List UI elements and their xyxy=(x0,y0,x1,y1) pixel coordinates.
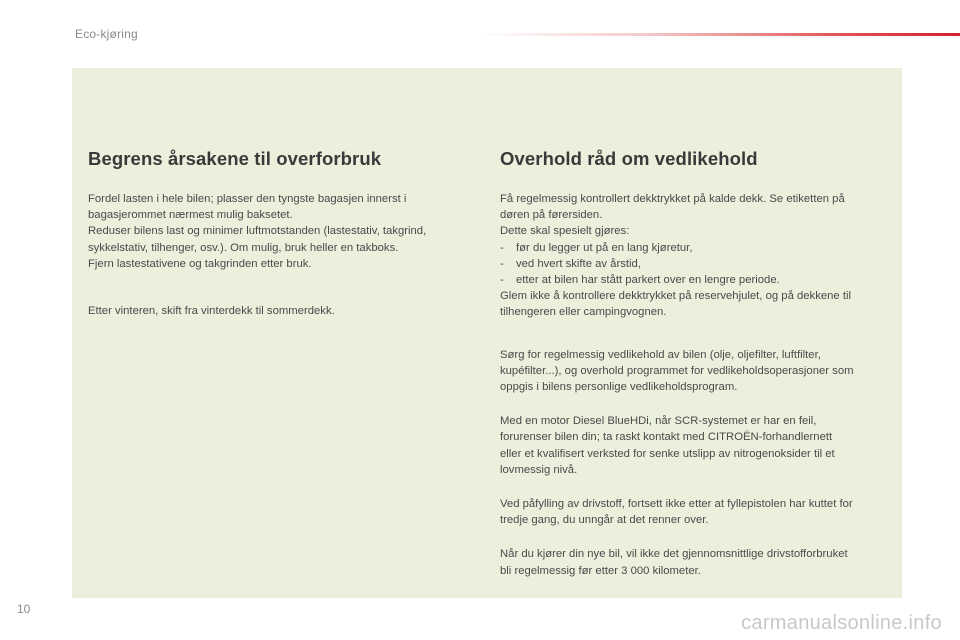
text-line: oppgis i bilens personlige vedlikeholdsprogram. xyxy=(500,381,738,394)
service-paragraph xyxy=(500,347,892,396)
tyre-change-paragraph: Etter vinteren, skift fra vinterdekk til sommerdekk. xyxy=(88,305,335,318)
text-line: Ved påfylling av drivstoff, fortsett ikke etter at fyllepistolen har kuttet for xyxy=(500,498,853,511)
content-panel xyxy=(72,68,902,598)
list-marker: - xyxy=(500,257,504,270)
text-line: lovmessig nivå. xyxy=(500,463,578,476)
watermark-text: carmanualsonline.info xyxy=(741,612,942,634)
new-car-paragraph xyxy=(500,546,892,578)
text-line: Med en motor Diesel BlueHDi, når SCR-systemet er har en feil, xyxy=(500,415,817,428)
text-line: Reduser bilens last og minimer luftmotstanden (lastestativ, takgrind, xyxy=(88,225,427,238)
text-line: forurenser bilen din; ta raskt kontakt med CITROËN-forhandlernett xyxy=(500,431,833,444)
text-line: Dette skal spesielt gjøres: xyxy=(500,225,630,238)
list-item: - før du legger ut på en lang kjøretur, xyxy=(500,242,692,254)
text-line: Glem ikke å kontrollere dekktrykket på reservehjulet, og på dekkene til xyxy=(500,290,852,303)
text-line: døren på førersiden. xyxy=(500,209,603,222)
load-paragraph xyxy=(88,191,468,272)
text-line: bli regelmessig før etter 3 000 kilometer. xyxy=(500,564,701,577)
left-column xyxy=(88,148,468,319)
refuel-paragraph xyxy=(500,496,892,528)
text-line: sykkelstativ, tilhenger, osv.). Om mulig, bruk heller en takboks. xyxy=(88,241,399,254)
text-line: Sørg for regelmessig vedlikehold av bilen (olje, oljefilter, luftfilter, xyxy=(500,348,821,361)
tyre-pressure-paragraph xyxy=(500,191,892,321)
diesel-paragraph xyxy=(500,413,892,478)
section-title: Eco-kjøring xyxy=(75,27,138,41)
list-item: - ved hvert skifte av årstid, xyxy=(500,258,641,270)
right-heading: Overhold råd om vedlikehold xyxy=(500,148,758,169)
text-line: Fjern lastestativene og takgrinden etter bruk. xyxy=(88,257,312,270)
header-accent-bar xyxy=(480,33,960,36)
right-column xyxy=(500,148,892,579)
list-item: - etter at bilen har stått parkert over en lengre periode. xyxy=(500,274,780,286)
text-line: tilhengeren eller campingvognen. xyxy=(500,306,667,319)
text-line: bagasjerommet nærmest mulig baksetet. xyxy=(88,209,293,222)
page-number: 10 xyxy=(17,602,31,616)
text-line: Fordel lasten i hele bilen; plasser den tyngste bagasjen innerst i xyxy=(88,193,407,205)
list-marker: - xyxy=(500,274,504,287)
text-line: Få regelmessig kontrollert dekktrykket på kalde dekk. Se etiketten på xyxy=(500,193,845,205)
text-line: eller et kvalifisert verksted for senke utslipp av nitrogenoksider til et xyxy=(500,447,835,460)
list-marker: - xyxy=(500,241,504,254)
text-line: Når du kjører din nye bil, vil ikke det gjennomsnittlige drivstofforbruket xyxy=(500,548,848,561)
text-line: kupéfilter...), og overhold programmet for vedlikeholdsoperasjoner som xyxy=(500,364,854,377)
left-heading: Begrens årsakene til overforbruk xyxy=(88,148,382,169)
text-line: tredje gang, du unngår at det renner over. xyxy=(500,514,709,527)
